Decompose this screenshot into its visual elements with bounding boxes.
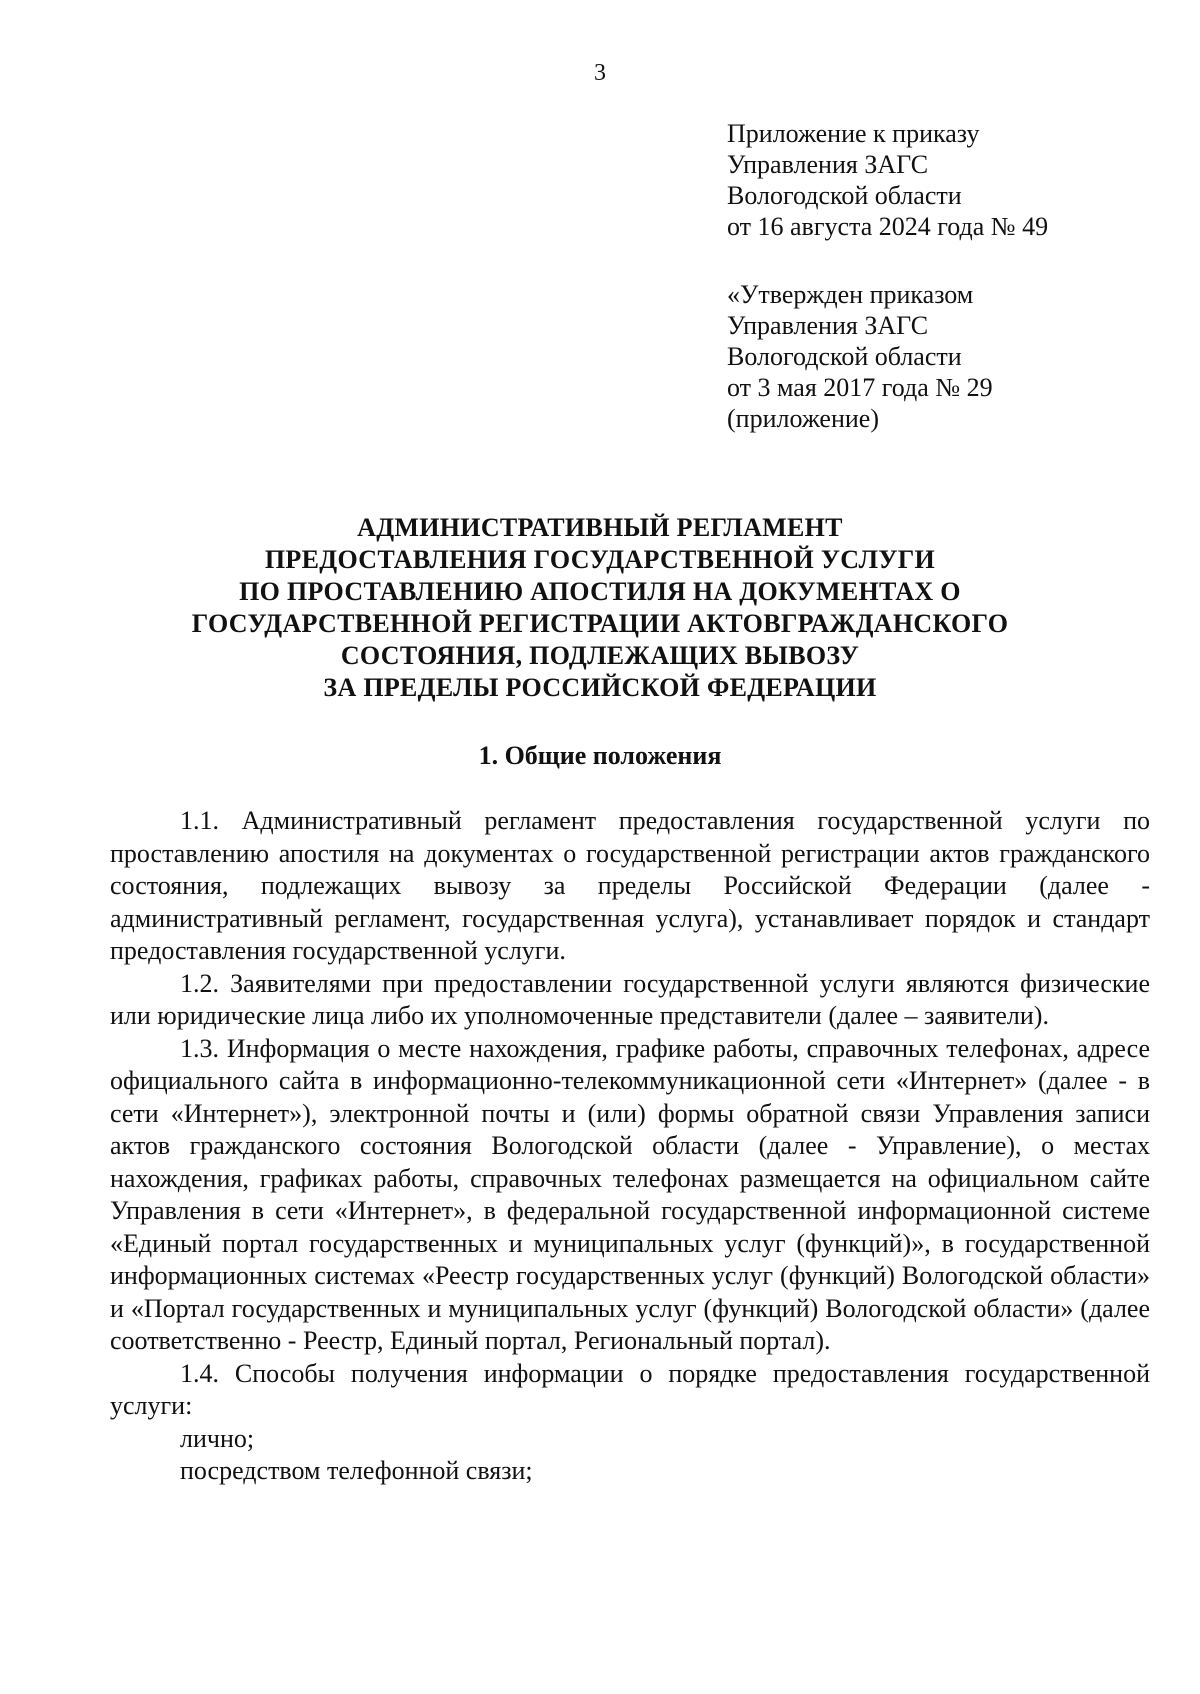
appendix-note-line: Приложение к приказу [727, 119, 980, 148]
approved-by-line: Управления ЗАГС [727, 311, 929, 340]
title-line: ГОСУДАРСТВЕННОЙ РЕГИСТРАЦИИ АКТОВГРАЖДАНСКОГО [191, 609, 1009, 638]
approved-by-line: (приложение) [727, 404, 880, 433]
list-item: лично; [180, 1423, 255, 1453]
appendix-note-line: Вологодской области [727, 181, 962, 210]
appendix-note-line: от 16 августа 2024 года № 49 [727, 212, 1049, 241]
document-title [100, 512, 1100, 704]
title-line: СОСТОЯНИЯ, ПОДЛЕЖАЩИХ ВЫВОЗУ [340, 641, 860, 670]
paragraph-1-1: 1.1. Административный регламент предоставления государственной услуги по проставлению апостиля на документах о государственной регистрации актов гражданского состояния, подлежащих вывозу за пределы Российской Федерации (далее - административный регламент, государственная услуга), устанавливает порядок и стандарт предоставления государственной услуги. [110, 806, 1150, 965]
list-item: посредством телефонной связи; [180, 1456, 533, 1485]
paragraph-1-2: 1.2. Заявителями при предоставлении государственной услуги являются физические или юридические лица либо их уполномоченные представители (далее – заявители). [110, 968, 1150, 1030]
title-line: ЗА ПРЕДЕЛЫ РОССИЙСКОЙ ФЕДЕРАЦИИ [323, 673, 877, 702]
approved-by-line: Вологодской области [727, 342, 962, 371]
title-line: АДМИНИСТРАТИВНЫЙ РЕГЛАМЕНТ [357, 513, 843, 542]
title-line: ПО ПРОСТАВЛЕНИЮ АПОСТИЛЯ НА ДОКУМЕНТАХ О [239, 577, 961, 606]
paragraph-1-3: 1.3. Информация о месте нахождения, графике работы, справочных телефонах, адресе официального сайта в информационно-телекоммуникационной сети «Интернет» (далее - в сети «Интернет»), электронной почты и (или) формы обратной связи Управления записи актов гражданского состояния Вологодской области (далее - Управление), о местах нахождения, графиках работы, справочных телефонах размещается на официальном сайте Управления в сети «Интернет», в федеральной государственной информационной системе «Единый портал государственных и муниципальных услуг (функций)», в государственной информационных системах «Реестр государственных услуг (функций) Вологодской области» и «Портал государственных и муниципальных услуг (функций) Вологодской области» (далее соответственно - Реестр, Единый портал, Региональный портал). [110, 1033, 1150, 1355]
page-number: 3 [594, 60, 606, 86]
approved-by-note [727, 279, 993, 434]
appendix-note-line: Управления ЗАГС [727, 150, 929, 179]
approved-by-line: «Утвержден приказом [727, 280, 974, 309]
appendix-note [727, 118, 1048, 242]
approved-by-line: от 3 мая 2017 года № 29 [727, 373, 993, 402]
body-text [110, 805, 1150, 1488]
title-line: ПРЕДОСТАВЛЕНИЯ ГОСУДАРСТВЕННОЙ УСЛУГИ [264, 545, 936, 574]
section-heading: 1. Общие положения [478, 741, 722, 770]
paragraph-1-4: 1.4. Способы получения информации о порядке предоставления государственной услуги: [110, 1358, 1150, 1420]
